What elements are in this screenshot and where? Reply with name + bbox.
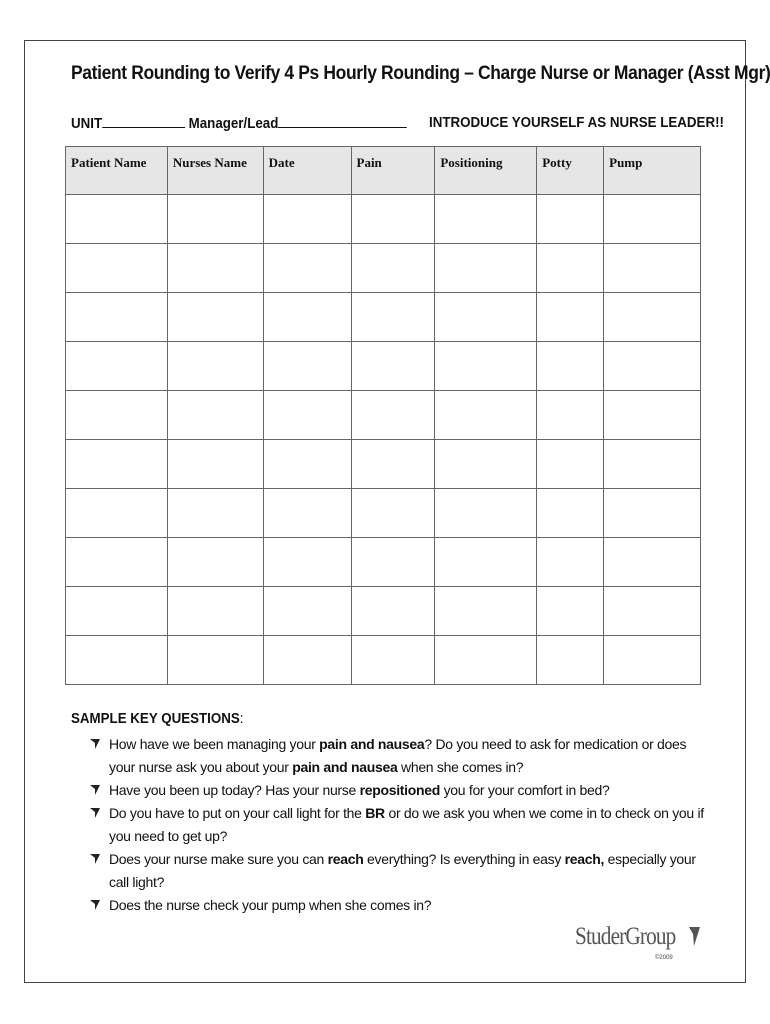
table-cell xyxy=(263,342,351,391)
table-cell xyxy=(263,244,351,293)
table-cell xyxy=(351,587,435,636)
question-item xyxy=(71,848,711,894)
table-cell xyxy=(167,538,263,587)
arrow-bullet-icon xyxy=(89,807,101,819)
table-cell xyxy=(167,391,263,440)
table-cell xyxy=(537,293,604,342)
question-text: you for your comfort in bed? xyxy=(440,782,610,798)
column-header: Positioning xyxy=(435,147,537,195)
table-row xyxy=(66,293,701,342)
table-cell xyxy=(66,342,168,391)
table-cell xyxy=(604,342,701,391)
table-cell xyxy=(435,391,537,440)
table-row xyxy=(66,538,701,587)
table-cell xyxy=(435,440,537,489)
table-cell xyxy=(66,244,168,293)
table-cell xyxy=(537,391,604,440)
table-cell xyxy=(537,587,604,636)
table-cell xyxy=(351,636,435,685)
column-header: Nurses Name xyxy=(167,147,263,195)
table-header-row xyxy=(66,147,701,195)
introduce-note: INTRODUCE YOURSELF AS NURSE LEADER!! xyxy=(429,115,724,131)
table-cell xyxy=(167,342,263,391)
manager-blank xyxy=(278,115,407,128)
table-cell xyxy=(435,587,537,636)
column-header: Potty xyxy=(537,147,604,195)
table-cell xyxy=(435,244,537,293)
question-text: when she comes in? xyxy=(397,759,524,775)
table-cell xyxy=(435,489,537,538)
table-cell xyxy=(351,538,435,587)
table-cell xyxy=(537,489,604,538)
question-text: Have you been up today? Has your nurse xyxy=(109,782,360,798)
table-cell xyxy=(263,391,351,440)
question-item xyxy=(71,779,711,802)
logo-text: StuderGroup xyxy=(575,923,676,950)
table-cell xyxy=(167,440,263,489)
table-cell xyxy=(263,440,351,489)
question-text: especially your call light? xyxy=(109,851,696,890)
table-body xyxy=(66,195,701,685)
table-cell xyxy=(167,244,263,293)
table-cell xyxy=(167,587,263,636)
question-text: or do we ask you when we come in to check on you if you need to get up? xyxy=(109,805,704,844)
table-cell xyxy=(66,391,168,440)
arrow-bullet-icon xyxy=(89,853,101,865)
table-cell xyxy=(351,440,435,489)
question-text: Does your nurse make sure you can xyxy=(109,851,328,867)
rounding-table xyxy=(65,146,701,685)
questions-heading xyxy=(71,711,660,727)
arrow-bullet-icon xyxy=(89,784,101,796)
unit-label: UNIT xyxy=(71,116,103,132)
table-cell xyxy=(604,636,701,685)
table-cell xyxy=(604,391,701,440)
table-cell xyxy=(66,195,168,244)
table-cell xyxy=(604,489,701,538)
question-emphasis: pain and nausea xyxy=(319,736,425,752)
table-cell xyxy=(537,538,604,587)
question-item xyxy=(71,802,711,848)
table-cell xyxy=(435,195,537,244)
question-item xyxy=(71,733,711,779)
table-cell xyxy=(263,489,351,538)
question-text: everything? Is everything in easy xyxy=(363,851,565,867)
table-cell xyxy=(435,538,537,587)
table-cell xyxy=(537,195,604,244)
question-item xyxy=(71,894,711,917)
table-cell xyxy=(604,587,701,636)
table-cell xyxy=(604,244,701,293)
table-cell xyxy=(537,440,604,489)
unit-blank xyxy=(102,115,185,128)
logo-swoosh-icon xyxy=(687,925,701,947)
table-row xyxy=(66,195,701,244)
question-text: ? Do you need to ask for medication or does your nurse ask you about your xyxy=(109,736,687,775)
table-cell xyxy=(263,195,351,244)
table-row xyxy=(66,440,701,489)
table-cell xyxy=(435,293,537,342)
table-cell xyxy=(167,195,263,244)
table-cell xyxy=(66,489,168,538)
question-emphasis: repositioned xyxy=(359,782,440,798)
column-header: Pump xyxy=(604,147,701,195)
table-row xyxy=(66,636,701,685)
logo-copyright: ©2009 xyxy=(655,955,673,961)
table-cell xyxy=(435,342,537,391)
table-cell xyxy=(604,538,701,587)
question-text: Does the nurse check your pump when she comes in? xyxy=(109,897,432,913)
table-row xyxy=(66,587,701,636)
column-header: Pain xyxy=(351,147,435,195)
table-cell xyxy=(604,195,701,244)
studer-group-logo xyxy=(575,923,705,967)
table-cell xyxy=(66,587,168,636)
table-cell xyxy=(66,636,168,685)
table-cell xyxy=(351,293,435,342)
unit-manager-line xyxy=(71,115,407,132)
table-cell xyxy=(604,293,701,342)
column-header: Patient Name xyxy=(66,147,168,195)
table-cell xyxy=(167,293,263,342)
table-cell xyxy=(537,636,604,685)
form-title: Patient Rounding to Verify 4 Ps Hourly Rounding – Charge Nurse or Manager (Asst Mgr) xyxy=(71,63,770,84)
question-text: How have we been managing your xyxy=(109,736,320,752)
manager-label: Manager/Lead xyxy=(188,116,279,132)
table-cell xyxy=(351,391,435,440)
table-cell xyxy=(351,244,435,293)
table-row xyxy=(66,391,701,440)
table-row xyxy=(66,489,701,538)
table-cell xyxy=(537,244,604,293)
question-emphasis: reach, xyxy=(564,851,605,867)
table-cell xyxy=(351,342,435,391)
form-page xyxy=(24,40,770,983)
table-row xyxy=(66,342,701,391)
table-cell xyxy=(167,636,263,685)
table-cell xyxy=(263,293,351,342)
table-cell xyxy=(263,538,351,587)
table-cell xyxy=(66,293,168,342)
table-cell xyxy=(66,440,168,489)
arrow-bullet-icon xyxy=(89,738,101,750)
table-cell xyxy=(604,440,701,489)
sample-questions xyxy=(71,711,711,917)
questions-heading-text: SAMPLE KEY QUESTIONS xyxy=(71,711,240,727)
table-cell xyxy=(537,342,604,391)
table-cell xyxy=(351,489,435,538)
question-list xyxy=(71,733,711,917)
table-cell xyxy=(351,195,435,244)
arrow-bullet-icon xyxy=(89,899,101,911)
table-cell xyxy=(263,587,351,636)
question-emphasis: BR xyxy=(365,805,385,821)
table-row xyxy=(66,244,701,293)
question-text: Do you have to put on your call light for the xyxy=(109,805,366,821)
column-header: Date xyxy=(263,147,351,195)
table-cell xyxy=(263,636,351,685)
table-cell xyxy=(167,489,263,538)
questions-heading-colon: : xyxy=(239,711,244,727)
table-cell xyxy=(435,636,537,685)
table-cell xyxy=(66,538,168,587)
question-emphasis: reach xyxy=(327,851,364,867)
question-emphasis: pain and nausea xyxy=(292,759,398,775)
